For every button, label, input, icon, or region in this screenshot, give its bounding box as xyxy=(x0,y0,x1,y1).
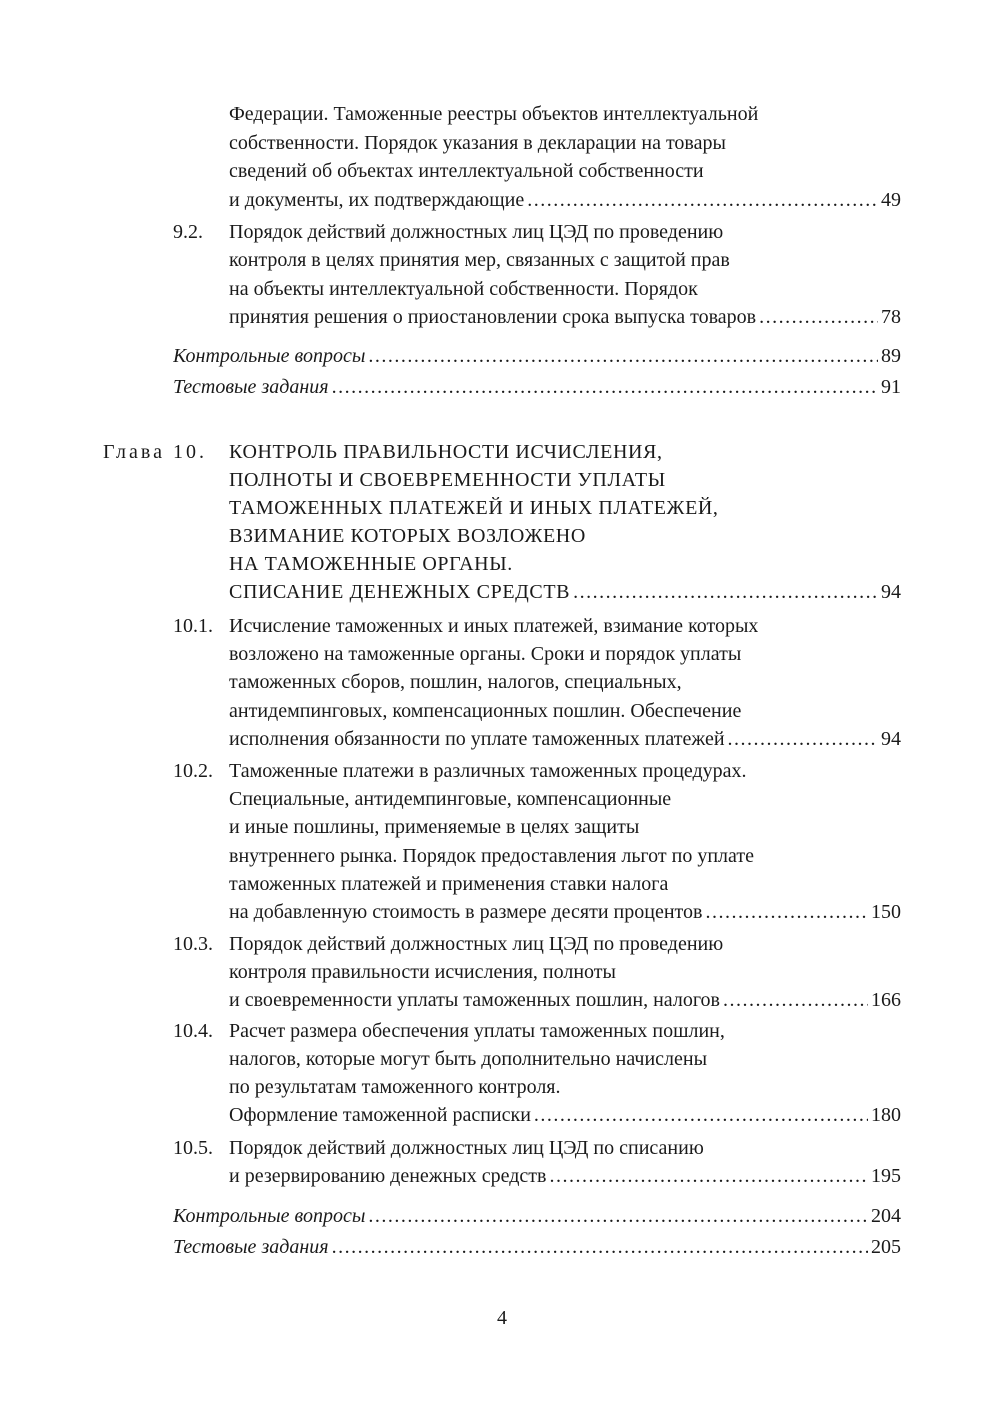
chapter-title-line: ВЗИМАНИЕ КОТОРЫХ ВОЗЛОЖЕНО xyxy=(229,525,586,547)
toc-entry-text: Оформление таможенной расписки xyxy=(229,1104,531,1126)
toc-entry-text-line: внутреннего рынка. Порядок предоставления льгот по уплате xyxy=(229,845,754,867)
toc-entry-text-line: Порядок действий должностных лиц ЦЭД по списанию xyxy=(229,1137,704,1159)
dot-leader xyxy=(332,373,878,401)
toc-page-number: 150 xyxy=(871,901,901,923)
toc-page-number: 89 xyxy=(881,345,901,367)
toc-page-number: 166 xyxy=(871,989,901,1011)
toc-page-number: 205 xyxy=(871,1236,901,1258)
toc-entry-last-line[interactable] xyxy=(229,303,901,331)
dot-leader xyxy=(728,725,878,753)
toc-entry-text-line: и иные пошлины, применяемые в целях защиты xyxy=(229,816,640,838)
dot-leader xyxy=(723,986,868,1014)
toc-entry-text: и своевременности уплаты таможенных пошлин, налогов xyxy=(229,989,720,1011)
dot-leader xyxy=(759,303,878,331)
toc-entry-test-tasks[interactable] xyxy=(173,373,901,401)
toc-page-number: 49 xyxy=(881,189,901,211)
toc-entry-last-line[interactable] xyxy=(229,986,901,1014)
toc-page-number: 78 xyxy=(881,306,901,328)
section-number: 10.4. xyxy=(173,1020,213,1042)
dot-leader xyxy=(368,1202,868,1230)
chapter-title-line: НА ТАМОЖЕННЫЕ ОРГАНЫ. xyxy=(229,553,513,575)
toc-entry-last-line[interactable] xyxy=(229,725,901,753)
toc-entry-last-line[interactable] xyxy=(229,186,901,214)
section-number: 10.3. xyxy=(173,933,213,955)
toc-entry-text-line: на объекты интеллектуальной собственности. Порядок xyxy=(229,278,698,300)
toc-entry-text: Тестовые задания xyxy=(173,376,329,398)
section-number: 9.2. xyxy=(173,221,203,243)
toc-entry-text-line: налогов, которые могут быть дополнительно начислены xyxy=(229,1048,708,1070)
toc-entry-text-line: возложено на таможенные органы. Сроки и порядок уплаты xyxy=(229,643,742,665)
toc-entry-text-line: собственности. Порядок указания в декларации на товары xyxy=(229,132,726,154)
toc-entry-text: Тестовые задания xyxy=(173,1236,329,1258)
toc-entry-text: и документы, их подтверждающие xyxy=(229,189,525,211)
toc-page-number: 195 xyxy=(871,1165,901,1187)
toc-entry-text: на добавленную стоимость в размере десяти процентов xyxy=(229,901,703,923)
toc-entry-text-line: Федерации. Таможенные реестры объектов интеллектуальной xyxy=(229,103,759,125)
page-number: 4 xyxy=(497,1307,507,1329)
toc-entry-text-line: контроля в целях принятия мер, связанных с защитой прав xyxy=(229,249,730,271)
toc-entry-text-line: сведений об объектах интеллектуальной собственности xyxy=(229,160,704,182)
toc-entry-last-line[interactable] xyxy=(229,1101,901,1129)
toc-entry-text-line: Порядок действий должностных лиц ЦЭД по проведению xyxy=(229,221,724,243)
toc-entry-control-questions[interactable] xyxy=(173,342,901,370)
toc-entry-last-line[interactable] xyxy=(229,898,901,926)
dot-leader xyxy=(705,898,868,926)
toc-entry-text-line: антидемпинговых, компенсационных пошлин. Обеспечение xyxy=(229,700,742,722)
toc-entry-text: Контрольные вопросы xyxy=(173,1205,366,1227)
toc-entry-control-questions[interactable] xyxy=(173,1202,901,1230)
toc-entry-text: и резервированию денежных средств xyxy=(229,1165,547,1187)
dot-leader xyxy=(368,342,878,370)
toc-page-number: 91 xyxy=(881,376,901,398)
chapter-title-line: ПОЛНОТЫ И СВОЕВРЕМЕННОСТИ УПЛАТЫ xyxy=(229,469,666,491)
toc-entry-text-line: Исчисление таможенных и иных платежей, взимание которых xyxy=(229,615,759,637)
toc-entry-text: Контрольные вопросы xyxy=(173,345,366,367)
dot-leader xyxy=(549,1162,868,1190)
chapter-title-text: СПИСАНИЕ ДЕНЕЖНЫХ СРЕДСТВ xyxy=(229,581,571,603)
toc-entry-text-line: таможенных платежей и применения ставки налога xyxy=(229,873,669,895)
toc-page-number: 204 xyxy=(871,1205,901,1227)
dot-leader xyxy=(573,578,878,606)
section-number: 10.1. xyxy=(173,615,213,637)
chapter-label: Глава 10. xyxy=(103,441,207,463)
toc-entry-text-line: Таможенные платежи в различных таможенных процедурах. xyxy=(229,760,747,782)
section-number: 10.5. xyxy=(173,1137,213,1159)
chapter-title-last-line[interactable] xyxy=(229,578,901,606)
dot-leader xyxy=(534,1101,868,1129)
toc-page-number: 94 xyxy=(881,728,901,750)
chapter-title-line: КОНТРОЛЬ ПРАВИЛЬНОСТИ ИСЧИСЛЕНИЯ, xyxy=(229,441,663,463)
toc-page-number: 180 xyxy=(871,1104,901,1126)
toc-entry-test-tasks[interactable] xyxy=(173,1233,901,1261)
dot-leader xyxy=(332,1233,868,1261)
toc-entry-text: принятия решения о приостановлении срока выпуска товаров xyxy=(229,306,757,328)
dot-leader xyxy=(527,186,878,214)
toc-entry-text-line: Расчет размера обеспечения уплаты таможенных пошлин, xyxy=(229,1020,725,1042)
section-number: 10.2. xyxy=(173,760,213,782)
toc-entry-text-line: контроля правильности исчисления, полноты xyxy=(229,961,616,983)
toc-page-number: 94 xyxy=(881,581,901,603)
toc-entry-text-line: таможенных сборов, пошлин, налогов, специальных, xyxy=(229,671,682,693)
toc-entry-text-line: Порядок действий должностных лиц ЦЭД по проведению xyxy=(229,933,724,955)
toc-entry-text-line: по результатам таможенного контроля. xyxy=(229,1076,561,1098)
chapter-title-line: ТАМОЖЕННЫХ ПЛАТЕЖЕЙ И ИНЫХ ПЛАТЕЖЕЙ, xyxy=(229,497,719,519)
toc-entry-text-line: Специальные, антидемпинговые, компенсационные xyxy=(229,788,672,810)
toc-entry-last-line[interactable] xyxy=(229,1162,901,1190)
toc-entry-text: исполнения обязанности по уплате таможенных платежей xyxy=(229,728,725,750)
